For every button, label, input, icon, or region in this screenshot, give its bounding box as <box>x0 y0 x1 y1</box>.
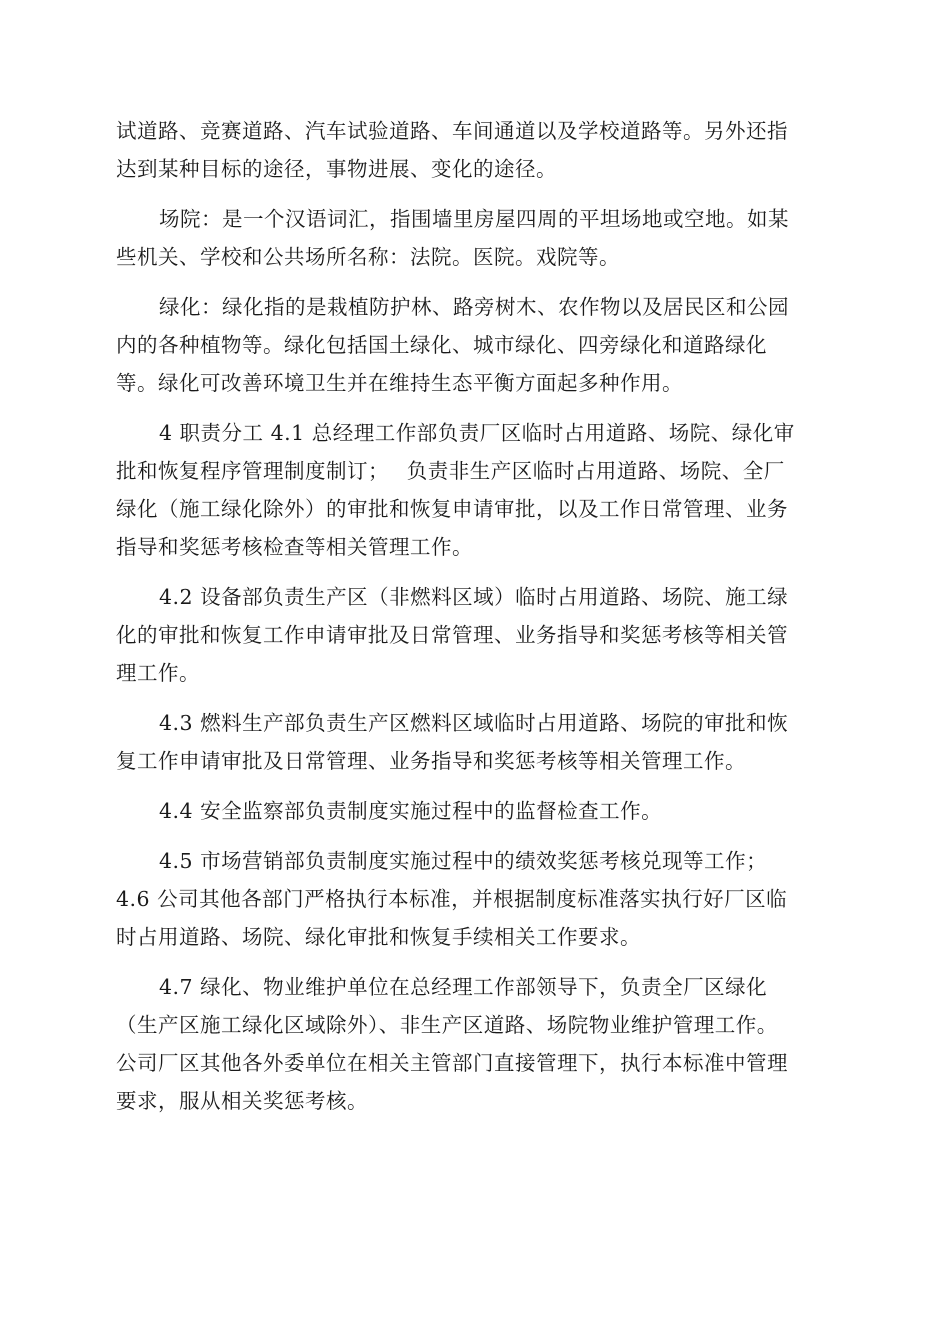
text-line: 指导和奖惩考核检查等相关管理工作。 <box>116 535 473 559</box>
paragraph-road-definition-tail <box>116 112 834 188</box>
text-line: 绿化：绿化指的是栽植防护林、路旁树木、农作物以及居民区和公园 <box>159 295 789 319</box>
paragraph-section-4-3 <box>116 704 834 780</box>
paragraph-section-4-2 <box>116 578 834 692</box>
text-line: （生产区施工绿化区域除外）、非生产区道路、场院物业维护管理工作。 <box>116 1013 778 1037</box>
text-line: 4.6 公司其他各部门严格执行本标准，并根据制度标准落实执行好厂区临 <box>116 887 788 911</box>
text-line: 批和恢复程序管理制度制订； 负责非生产区临时占用道路、场院、全厂 <box>116 459 785 483</box>
text-line: 要求，服从相关奖惩考核。 <box>116 1089 368 1113</box>
text-line: 4.7 绿化、物业维护单位在总经理工作部领导下，负责全厂区绿化 <box>159 975 768 999</box>
paragraph-section-4-4 <box>116 792 834 830</box>
document-body <box>116 112 834 1132</box>
text-line: 复工作申请审批及日常管理、业务指导和奖惩考核等相关管理工作。 <box>116 749 746 773</box>
paragraph-venue-definition <box>116 200 834 276</box>
text-line: 试道路、竞赛道路、汽车试验道路、车间通道以及学校道路等。另外还指 <box>116 119 788 143</box>
paragraph-greening-definition <box>116 288 834 402</box>
text-line: 4.5 市场营销部负责制度实施过程中的绩效奖惩考核兑现等工作； <box>159 849 768 873</box>
paragraph-section-4-7 <box>116 968 834 1120</box>
text-line: 4.2 设备部负责生产区（非燃料区域）临时占用道路、场院、施工绿 <box>159 585 789 609</box>
text-line: 公司厂区其他各外委单位在相关主管部门直接管理下，执行本标准中管理 <box>116 1051 788 1075</box>
text-line: 达到某种目标的途径，事物进展、变化的途径。 <box>116 157 557 181</box>
text-line: 等。绿化可改善环境卫生并在维持生态平衡方面起多种作用。 <box>116 371 683 395</box>
text-line: 理工作。 <box>116 661 200 685</box>
text-line: 场院：是一个汉语词汇，指围墙里房屋四周的平坦场地或空地。如某 <box>159 207 789 231</box>
text-line: 4.4 安全监察部负责制度实施过程中的监督检查工作。 <box>159 799 663 823</box>
paragraph-section-4-1 <box>116 414 834 566</box>
text-line: 4 职责分工 4.1 总经理工作部负责厂区临时占用道路、场院、绿化审 <box>159 421 795 445</box>
text-line: 时占用道路、场院、绿化审批和恢复手续相关工作要求。 <box>116 925 641 949</box>
text-line: 4.3 燃料生产部负责生产区燃料区域临时占用道路、场院的审批和恢 <box>159 711 789 735</box>
text-line: 化的审批和恢复工作申请审批及日常管理、业务指导和奖惩考核等相关管 <box>116 623 788 647</box>
paragraph-section-4-5-4-6 <box>116 842 834 956</box>
text-line: 绿化（施工绿化除外）的审批和恢复申请审批，以及工作日常管理、业务 <box>116 497 788 521</box>
text-line: 内的各种植物等。绿化包括国土绿化、城市绿化、四旁绿化和道路绿化 <box>116 333 767 357</box>
text-line: 些机关、学校和公共场所名称：法院。医院。戏院等。 <box>116 245 620 269</box>
